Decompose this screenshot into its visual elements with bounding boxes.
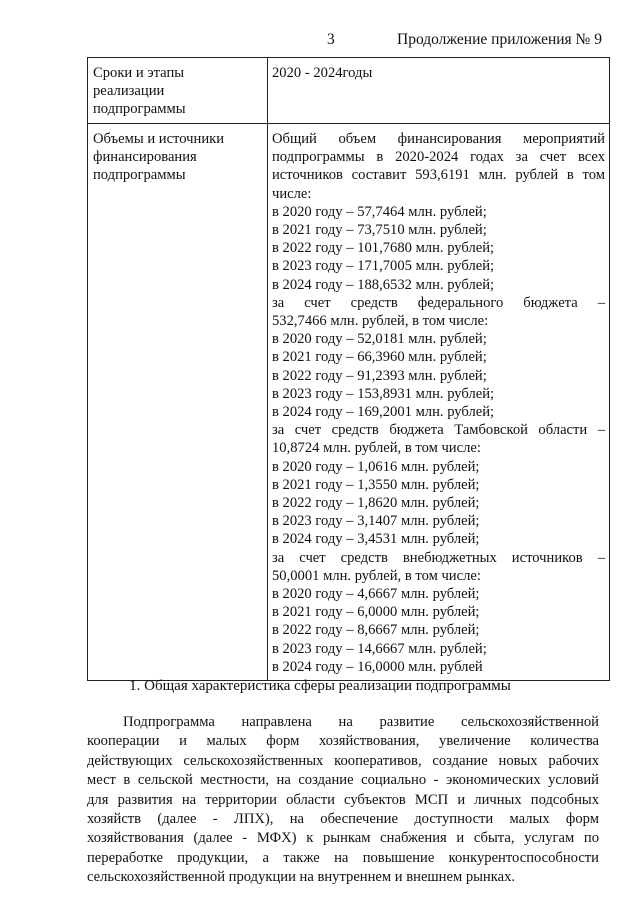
paragraph-line: сельскохозяйственной продукции на внутреннем и внешнем рынках. (87, 869, 516, 886)
table-row-timeline (88, 58, 610, 124)
financing-intro-line: Общий объем финансирования мероприятий (272, 131, 605, 147)
federal-budget-line: за счет средств федерального бюджета – (272, 294, 605, 311)
label-line: финансирования (93, 149, 197, 166)
offbudget-line: 50,0001 млн. рублей, в том числе: (272, 567, 481, 584)
federal-year-line: в 2023 году – 153,8931 млн. рублей; (272, 385, 495, 402)
federal-year-line: в 2020 году – 52,0181 млн. рублей; (272, 331, 487, 348)
offbudget-year-line: в 2024 году – 16,0000 млн. рублей (272, 658, 483, 675)
regional-year-line: в 2023 году – 3,1407 млн. рублей; (272, 513, 480, 530)
paragraph-line: переработке продукции, а также на повышение конкурентоспособности (87, 849, 599, 866)
federal-year-line: в 2021 году – 66,3960 млн. рублей; (272, 349, 487, 366)
paragraph-line: хозяйствования (далее - МФХ) к рынкам снабжения и сбыта, услугам по (87, 830, 599, 847)
label-line: Сроки и этапы (93, 65, 185, 81)
subprogram-passport-table (87, 57, 610, 681)
label-line: подпрограммы (93, 167, 186, 184)
page-number: 3 (327, 31, 335, 48)
total-year-line: в 2020 году – 57,7464 млн. рублей; (272, 203, 487, 220)
financing-intro-line: числе: (272, 185, 312, 202)
paragraph-line: хозяйств (далее - ЛПХ), на обеспечение доступности малых форм (87, 811, 599, 828)
total-year-line: в 2024 году – 188,6532 млн. рублей; (272, 276, 495, 293)
total-year-line: в 2022 году – 101,7680 млн. рублей; (272, 240, 495, 257)
regional-budget-line: 10,8724 млн. рублей, в том числе: (272, 440, 481, 457)
regional-year-line: в 2021 году – 1,3550 млн. рублей; (272, 476, 480, 493)
label-line: Объемы и источники (93, 131, 225, 147)
label-line: подпрограммы (93, 101, 186, 118)
paragraph-line: действующих сельскохозяйственных кооперативов, создание новых рабочих (87, 752, 599, 769)
label-line: реализации (93, 83, 165, 100)
regional-budget-line: за счет средств бюджета Тамбовской области – (272, 422, 605, 439)
timeline-label (88, 58, 268, 124)
paragraph-line: для развития на территории области субъектов МСП и личных подсобных (87, 791, 599, 808)
offbudget-year-line: в 2023 году – 14,6667 млн. рублей; (272, 640, 487, 657)
federal-year-line: в 2022 году – 91,2393 млн. рублей; (272, 367, 487, 384)
appendix-continuation: Продолжение приложения № 9 (397, 31, 602, 48)
paragraph-line: Подпрограмма направлена на развитие сельскохозяйственной (123, 714, 599, 730)
financing-intro-line: подпрограммы в 2020-2024 годах за счет всех (272, 149, 605, 166)
total-year-line: в 2023 году – 171,7005 млн. рублей; (272, 258, 495, 275)
offbudget-line: за счет средств внебюджетных источников – (272, 549, 605, 566)
federal-year-line: в 2024 году – 169,2001 млн. рублей; (272, 404, 495, 421)
federal-budget-line: 532,7466 млн. рублей, в том числе: (272, 313, 489, 330)
regional-year-line: в 2020 году – 1,0616 млн. рублей; (272, 458, 480, 475)
financing-intro-line: источников составит 593,6191 млн. рублей в том (272, 167, 605, 184)
section-paragraph (87, 713, 599, 888)
section-title: 1. Общая характеристика сферы реализации подпрограммы (129, 678, 511, 694)
offbudget-year-line: в 2022 году – 8,6667 млн. рублей; (272, 622, 480, 639)
financing-value (268, 124, 610, 681)
offbudget-year-line: в 2020 году – 4,6667 млн. рублей; (272, 586, 480, 603)
timeline-value: 2020 - 2024годы (268, 58, 610, 124)
paragraph-line: мест в сельской местности, на создание социально - экономических условий (87, 772, 599, 789)
regional-year-line: в 2024 году – 3,4531 млн. рублей; (272, 531, 480, 548)
total-year-line: в 2021 году – 73,7510 млн. рублей; (272, 222, 487, 239)
offbudget-year-line: в 2021 году – 6,0000 млн. рублей; (272, 604, 480, 621)
paragraph-line: кооперации и малых форм хозяйствования, увеличение количества (87, 733, 599, 750)
regional-year-line: в 2022 году – 1,8620 млн. рублей; (272, 495, 480, 512)
table-row-financing (88, 124, 610, 681)
financing-label (88, 124, 268, 681)
